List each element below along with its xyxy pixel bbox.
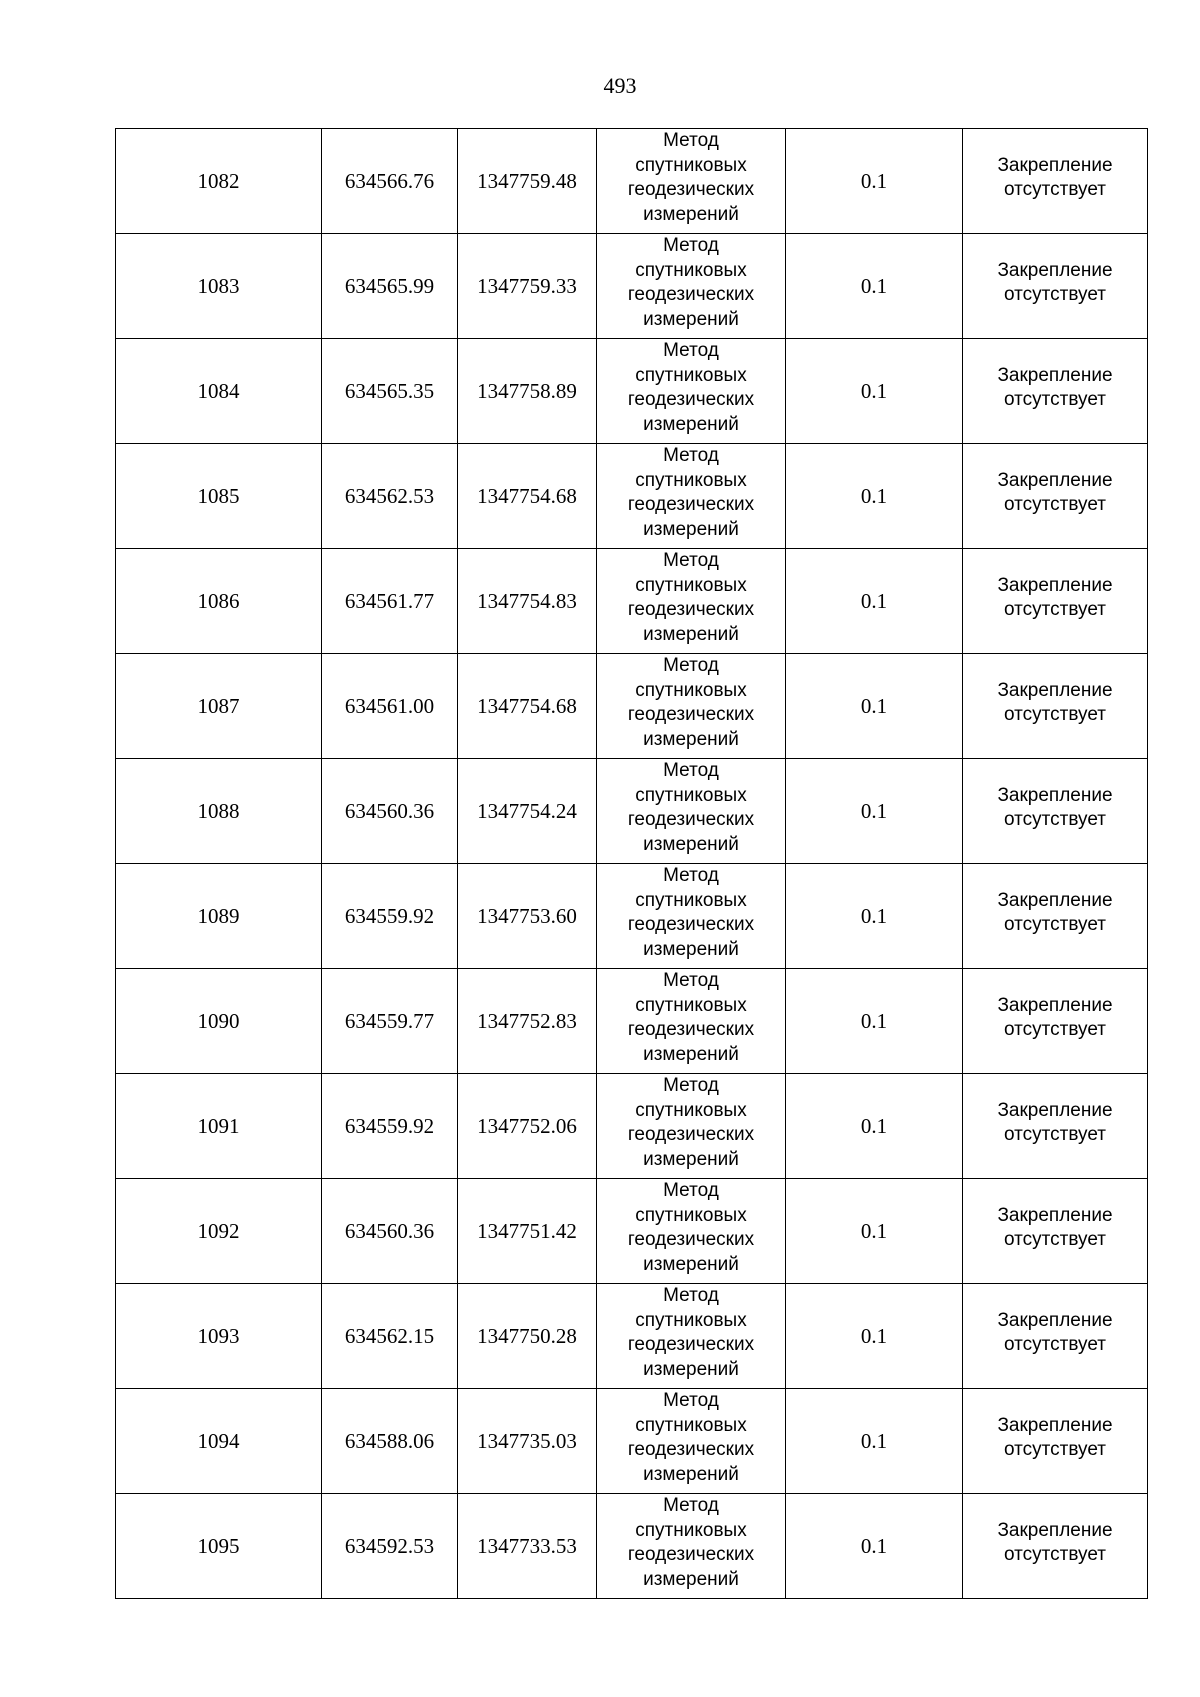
method-line: измерений xyxy=(643,518,739,540)
y-coordinate-cell: 1347758.89 xyxy=(458,339,597,444)
method-line: измерений xyxy=(643,1253,739,1275)
fixing-line: Закрепление xyxy=(997,259,1113,281)
y-coordinate-cell: 1347750.28 xyxy=(458,1284,597,1389)
method-line: измерений xyxy=(643,413,739,435)
y-coordinate-cell: 1347735.03 xyxy=(458,1389,597,1494)
method-line: Метод xyxy=(663,655,719,676)
accuracy-cell: 0.1 xyxy=(786,969,963,1074)
fixing-line: Закрепление xyxy=(997,469,1113,491)
fixing-line: отсутствует xyxy=(1004,494,1106,515)
method-line: измерений xyxy=(643,1148,739,1170)
method-line: геодезических xyxy=(627,704,755,725)
fixing-line: Закрепление xyxy=(997,574,1113,596)
accuracy-cell: 0.1 xyxy=(786,549,963,654)
method-cell xyxy=(597,1074,786,1179)
fixing-line: Закрепление xyxy=(997,364,1113,386)
method-line: геодезических xyxy=(627,914,755,935)
fixing-line: Закрепление xyxy=(997,1204,1113,1226)
method-line: Метод xyxy=(663,760,719,781)
method-line: геодезических xyxy=(627,284,755,305)
method-line: геодезических xyxy=(627,494,755,515)
fixing-line: Закрепление xyxy=(997,889,1113,911)
point-number-cell: 1089 xyxy=(116,864,322,969)
method-line: спутниковых xyxy=(635,574,747,596)
fixing-line: отсутствует xyxy=(1004,1229,1106,1250)
method-cell xyxy=(597,234,786,339)
fixing-line: отсутствует xyxy=(1004,1124,1106,1145)
method-line: спутниковых xyxy=(635,1309,747,1331)
fixing-line: отсутствует xyxy=(1004,914,1106,935)
fixing-cell xyxy=(963,1074,1148,1179)
coordinates-table xyxy=(115,128,1148,1599)
point-number-cell: 1094 xyxy=(116,1389,322,1494)
fixing-cell xyxy=(963,129,1148,234)
method-line: измерений xyxy=(643,1043,739,1065)
method-line: спутниковых xyxy=(635,889,747,911)
method-line: Метод xyxy=(663,550,719,571)
x-coordinate-cell: 634560.36 xyxy=(322,759,458,864)
table-row xyxy=(116,1074,1148,1179)
method-line: Метод xyxy=(663,340,719,361)
x-coordinate-cell: 634565.99 xyxy=(322,234,458,339)
fixing-cell xyxy=(963,549,1148,654)
point-number-cell: 1090 xyxy=(116,969,322,1074)
y-coordinate-cell: 1347733.53 xyxy=(458,1494,597,1599)
method-cell xyxy=(597,759,786,864)
y-coordinate-cell: 1347752.06 xyxy=(458,1074,597,1179)
fixing-line: отсутствует xyxy=(1004,599,1106,620)
fixing-cell xyxy=(963,1284,1148,1389)
y-coordinate-cell: 1347752.83 xyxy=(458,969,597,1074)
method-line: Метод xyxy=(663,445,719,466)
y-coordinate-cell: 1347754.83 xyxy=(458,549,597,654)
accuracy-cell: 0.1 xyxy=(786,1284,963,1389)
y-coordinate-cell: 1347754.68 xyxy=(458,654,597,759)
fixing-cell xyxy=(963,759,1148,864)
table-row xyxy=(116,864,1148,969)
fixing-line: Закрепление xyxy=(997,1309,1113,1331)
x-coordinate-cell: 634561.77 xyxy=(322,549,458,654)
method-line: Метод xyxy=(663,1285,719,1306)
method-line: Метод xyxy=(663,1390,719,1411)
method-cell xyxy=(597,549,786,654)
accuracy-cell: 0.1 xyxy=(786,234,963,339)
accuracy-cell: 0.1 xyxy=(786,129,963,234)
method-cell xyxy=(597,129,786,234)
method-cell xyxy=(597,654,786,759)
table-row xyxy=(116,129,1148,234)
table-row xyxy=(116,759,1148,864)
method-cell xyxy=(597,1284,786,1389)
accuracy-cell: 0.1 xyxy=(786,1179,963,1284)
fixing-cell xyxy=(963,339,1148,444)
accuracy-cell: 0.1 xyxy=(786,1389,963,1494)
table-body xyxy=(116,129,1148,1599)
method-line: Метод xyxy=(663,1075,719,1096)
method-line: геодезических xyxy=(627,809,755,830)
y-coordinate-cell: 1347753.60 xyxy=(458,864,597,969)
table-row xyxy=(116,339,1148,444)
method-line: геодезических xyxy=(627,1124,755,1145)
method-line: спутниковых xyxy=(635,364,747,386)
method-line: Метод xyxy=(663,1495,719,1516)
method-cell xyxy=(597,1179,786,1284)
y-coordinate-cell: 1347759.48 xyxy=(458,129,597,234)
x-coordinate-cell: 634562.15 xyxy=(322,1284,458,1389)
x-coordinate-cell: 634560.36 xyxy=(322,1179,458,1284)
accuracy-cell: 0.1 xyxy=(786,1494,963,1599)
method-cell xyxy=(597,969,786,1074)
point-number-cell: 1086 xyxy=(116,549,322,654)
fixing-line: отсутствует xyxy=(1004,704,1106,725)
method-line: измерений xyxy=(643,623,739,645)
x-coordinate-cell: 634559.92 xyxy=(322,864,458,969)
y-coordinate-cell: 1347754.24 xyxy=(458,759,597,864)
method-line: измерений xyxy=(643,728,739,750)
point-number-cell: 1088 xyxy=(116,759,322,864)
x-coordinate-cell: 634561.00 xyxy=(322,654,458,759)
table-row xyxy=(116,444,1148,549)
method-line: спутниковых xyxy=(635,1414,747,1436)
method-line: Метод xyxy=(663,970,719,991)
method-cell xyxy=(597,1389,786,1494)
fixing-cell xyxy=(963,1389,1148,1494)
fixing-line: отсутствует xyxy=(1004,809,1106,830)
fixing-line: Закрепление xyxy=(997,154,1113,176)
y-coordinate-cell: 1347751.42 xyxy=(458,1179,597,1284)
fixing-line: Закрепление xyxy=(997,679,1113,701)
x-coordinate-cell: 634565.35 xyxy=(322,339,458,444)
fixing-cell xyxy=(963,1179,1148,1284)
table-row xyxy=(116,1389,1148,1494)
x-coordinate-cell: 634559.77 xyxy=(322,969,458,1074)
accuracy-cell: 0.1 xyxy=(786,759,963,864)
fixing-line: отсутствует xyxy=(1004,179,1106,200)
accuracy-cell: 0.1 xyxy=(786,1074,963,1179)
point-number-cell: 1084 xyxy=(116,339,322,444)
method-line: спутниковых xyxy=(635,679,747,701)
method-cell xyxy=(597,864,786,969)
method-line: спутниковых xyxy=(635,259,747,281)
method-line: измерений xyxy=(643,203,739,225)
table-row xyxy=(116,1284,1148,1389)
method-cell xyxy=(597,339,786,444)
point-number-cell: 1092 xyxy=(116,1179,322,1284)
fixing-line: отсутствует xyxy=(1004,1019,1106,1040)
y-coordinate-cell: 1347754.68 xyxy=(458,444,597,549)
point-number-cell: 1095 xyxy=(116,1494,322,1599)
fixing-cell xyxy=(963,654,1148,759)
method-line: измерений xyxy=(643,938,739,960)
accuracy-cell: 0.1 xyxy=(786,339,963,444)
fixing-cell xyxy=(963,1494,1148,1599)
method-line: измерений xyxy=(643,308,739,330)
point-number-cell: 1093 xyxy=(116,1284,322,1389)
table-row xyxy=(116,1179,1148,1284)
method-line: спутниковых xyxy=(635,994,747,1016)
fixing-cell xyxy=(963,969,1148,1074)
method-line: измерений xyxy=(643,1358,739,1380)
method-line: спутниковых xyxy=(635,1519,747,1541)
method-line: Метод xyxy=(663,1180,719,1201)
method-line: спутниковых xyxy=(635,469,747,491)
method-line: спутниковых xyxy=(635,1099,747,1121)
fixing-line: Закрепление xyxy=(997,1519,1113,1541)
point-number-cell: 1082 xyxy=(116,129,322,234)
table-row xyxy=(116,1494,1148,1599)
method-line: геодезических xyxy=(627,1019,755,1040)
x-coordinate-cell: 634592.53 xyxy=(322,1494,458,1599)
accuracy-cell: 0.1 xyxy=(786,444,963,549)
x-coordinate-cell: 634566.76 xyxy=(322,129,458,234)
accuracy-cell: 0.1 xyxy=(786,654,963,759)
point-number-cell: 1087 xyxy=(116,654,322,759)
fixing-line: Закрепление xyxy=(997,1099,1113,1121)
fixing-line: отсутствует xyxy=(1004,1439,1106,1460)
method-cell xyxy=(597,444,786,549)
method-line: геодезических xyxy=(627,1544,755,1565)
method-line: измерений xyxy=(643,1463,739,1485)
method-line: спутниковых xyxy=(635,784,747,806)
x-coordinate-cell: 634562.53 xyxy=(322,444,458,549)
table-row xyxy=(116,654,1148,759)
method-line: спутниковых xyxy=(635,154,747,176)
method-line: геодезических xyxy=(627,1334,755,1355)
method-line: геодезических xyxy=(627,599,755,620)
fixing-line: отсутствует xyxy=(1004,284,1106,305)
method-line: измерений xyxy=(643,833,739,855)
table-row xyxy=(116,969,1148,1074)
fixing-line: отсутствует xyxy=(1004,1544,1106,1565)
x-coordinate-cell: 634588.06 xyxy=(322,1389,458,1494)
x-coordinate-cell: 634559.92 xyxy=(322,1074,458,1179)
point-number-cell: 1085 xyxy=(116,444,322,549)
fixing-line: Закрепление xyxy=(997,994,1113,1016)
method-line: спутниковых xyxy=(635,1204,747,1226)
point-number-cell: 1091 xyxy=(116,1074,322,1179)
method-line: геодезических xyxy=(627,1229,755,1250)
accuracy-cell: 0.1 xyxy=(786,864,963,969)
fixing-line: Закрепление xyxy=(997,1414,1113,1436)
fixing-cell xyxy=(963,864,1148,969)
point-number-cell: 1083 xyxy=(116,234,322,339)
fixing-line: отсутствует xyxy=(1004,389,1106,410)
method-line: Метод xyxy=(663,235,719,256)
y-coordinate-cell: 1347759.33 xyxy=(458,234,597,339)
method-line: Метод xyxy=(663,865,719,886)
fixing-cell xyxy=(963,444,1148,549)
method-line: геодезических xyxy=(627,1439,755,1460)
fixing-cell xyxy=(963,234,1148,339)
method-cell xyxy=(597,1494,786,1599)
fixing-line: Закрепление xyxy=(997,784,1113,806)
method-line: Метод xyxy=(663,130,719,151)
method-line: геодезических xyxy=(627,179,755,200)
table-row xyxy=(116,234,1148,339)
method-line: измерений xyxy=(643,1568,739,1590)
page-number: 493 xyxy=(603,73,637,98)
fixing-line: отсутствует xyxy=(1004,1334,1106,1355)
method-line: геодезических xyxy=(627,389,755,410)
table-row xyxy=(116,549,1148,654)
